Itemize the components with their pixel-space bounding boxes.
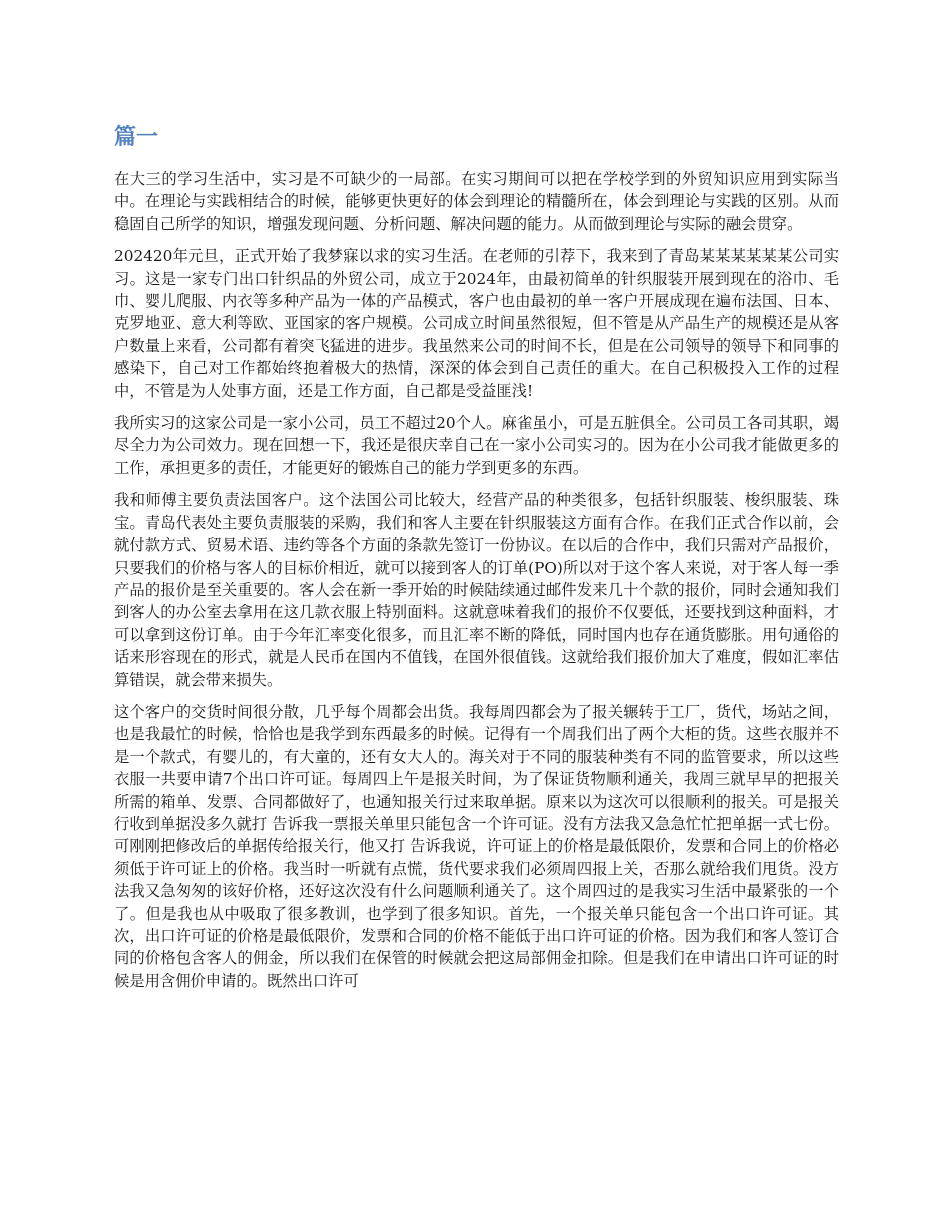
paragraph-company-intro: 202420年元旦，正式开始了我梦寐以求的实习生活。在老师的引荐下，我来到了青岛某某某某某某公司实习。这是一家专门出口针织品的外贸公司，成立于2024年，由最初简单的针织服装开展到现在的浴巾、毛巾、婴儿爬服、内衣等多种产品为一体的产品模式，客户也由最初的单一客户开展成现在遍布法国、日本、克罗地亚、意大利等欧、亚国家的客户规模。公司成立时间虽然很短，但不管是从产品生产的规模还是从客户数量上来看，公司都有着突飞猛进的进步。我虽然来公司的时间不长，但是在公司领导的领导下和同事的感染下，自己对工作都始终抱着极大的热情，深深的体会到自己责任的重大。在自己积极投入工作的过程中，不管是为人处事方面，还是工作方面，自己都是受益匪浅! bbox=[114, 247, 839, 400]
section-heading: 篇一 bbox=[114, 124, 159, 150]
paragraph-customs: 这个客户的交货时间很分散，几乎每个周都会出货。我每周四都会为了报关辗转于工厂，货代，场站之间，也是我最忙的时候，恰恰也是我学到东西最多的时候。记得有一个周我们出了两个大柜的货。这些衣服并不是一个款式，有婴儿的，有大童的，还有女大人的。海关对于不同的服装种类有不同的监管要求，所以这些衣服一共要申请7个出口许可证。每周四上午是报关时间，为了保证货物顺利通关，我周三就早早的把报关所需的箱单、发票、合同都做好了，也通知报关行过来取单据。原来以为这次可以很顺利的报关。可是报关行收到单据没多久就打 告诉我一票报关单里只能包含一个许可证。没有方法我又急急忙忙把单据一式七份。可刚刚把修改后的单据传给报关行，他又打 告诉我说，许可证上的价格是最低限价，发票和合同上的价格必须低于许可证上的价格。我当时一听就有点慌，货代要求我们必须周四报上关，否那么就给我们甩货。没方法我又急匆匆的该好价格，还好这次没有什么问题顺利通关了。这个周四过的是我实习生活中最紧张的一个了。但是我也从中吸取了很多教训，也学到了很多知识。首先，一个报关单只能包含一个出口许可证。其次，出口许可证的价格是最低限价，发票和合同的价格不能低于出口许可证的价格。因为我们和客人签订合同的价格包含客人的佣金，所以我们在保管的时候就会把这局部佣金扣除。但是我们在申请出口许可证的时候是用含佣价申请的。既然出口许可 bbox=[114, 702, 839, 990]
paragraph-intro: 在大三的学习生活中，实习是不可缺少的一局部。在实习期间可以把在学校学到的外贸知识应用到实际当中。在理论与实践相结合的时候，能够更快更好的体会到理论的精髓所在，体会到理论与实践的区别。从而稳固自己所学的知识，增强发现问题、分析问题、解决问题的能力。从而做到理论与实际的融会贯穿。 bbox=[114, 170, 839, 233]
paragraph-french-client: 我和师傅主要负责法国客户。这个法国公司比较大，经营产品的种类很多，包括针织服装、梭织服装、珠宝。青岛代表处主要负责服装的采购，我们和客人主要在针织服装这方面有合作。在我们正式合作以前，会就付款方式、贸易术语、违约等各个方面的条款先签订一份协议。在以后的合作中，我们只需对产品报价，只要我们的价格与客人的目标价相近，就可以接到客人的订单(PO)所以对于这个客人来说，对于客人每一季产品的报价是至关重要的。客人会在新一季开始的时候陆续通过邮件发来几十个款的报价，同时会通知我们到客人的办公室去拿用在这几款衣服上特别面料。这就意味着我们的报价不仅要低，还要找到这种面料，才可以拿到这份订单。由于今年汇率变化很多，而且汇率不断的降低，同时国内也存在通货膨胀。用句通俗的话来形容现在的形式，就是人民币在国内不值钱，在国外很值钱。这就给我们报价加大了难度，假如汇率估算错误，就会带来损失。 bbox=[114, 491, 839, 689]
document-page bbox=[114, 120, 839, 1002]
paragraph-small-company: 我所实习的这家公司是一家小公司，员工不超过20个人。麻雀虽小，可是五脏俱全。公司员工各司其职，竭尽全力为公司效力。现在回想一下，我还是很庆幸自己在一家小公司实习的。因为在小公司我才能做更多的工作，承担更多的责任，才能更好的锻炼自己的能力学到更多的东西。 bbox=[114, 414, 839, 477]
